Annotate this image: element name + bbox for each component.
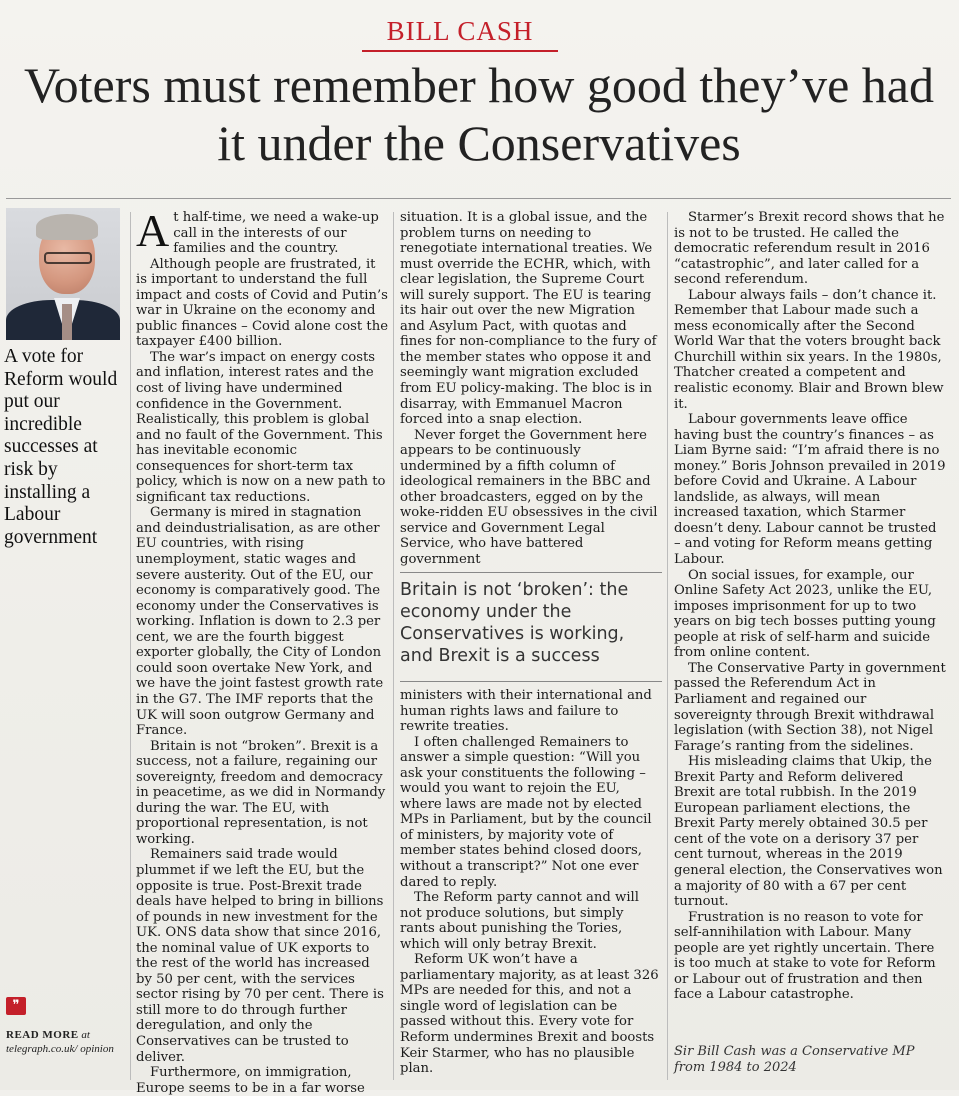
article-column-2-bottom <box>400 688 662 1077</box>
paragraph: Furthermore, on immigration, Europe seems to be in a far worse <box>136 1065 365 1096</box>
author-tag: BILL CASH <box>362 12 558 52</box>
photo-hair <box>36 214 98 240</box>
paragraph: The Conservative Party in government passed the Referendum Act in Parliament and regained our sovereignty through Brexit withdrawal legislation (with Section 38), not Nigel Farage’s ranting from the sidelines. <box>674 660 946 754</box>
read-more-label: READ MORE <box>6 1029 79 1041</box>
read-more-url: at telegraph.co.uk/ opinion <box>6 1029 114 1055</box>
column-divider <box>393 212 394 1080</box>
paragraph: I often challenged Remainers to answer a simple question: “Will you ask your constituents the following – would you want to rejoin the EU, where laws are made not by elected MPs in Parliament, but by the council of ministers, by majority vote of member states behind closed doors, without a transcript?” Not one ever dared to reply. <box>400 734 652 890</box>
headline: Voters must remember how good they’ve had it under the Conservatives <box>24 57 934 171</box>
sidebar-quote: A vote for Reform would put our incredible successes at risk by installing a Labour government <box>4 346 118 548</box>
author-photo <box>6 208 120 340</box>
pull-quote: Britain is not ‘broken’: the economy under the Conservatives is working, and Brexit is a success <box>400 572 662 682</box>
paragraph: Labour always fails – don’t chance it. Remember that Labour made such a mess economically after the Second World War that the voters brought back Churchill within six years. In the 1980s, Thatcher created a competent and realistic economy. Blair and Brown blew it. <box>674 287 944 412</box>
paragraph: The Reform party cannot and will not produce solutions, but simply rants about punishing the Tories, which will only betray Brexit. <box>400 890 639 952</box>
paragraph: situation. It is a global issue, and the problem turns on needing to renegotiate international treaties. We must override the ECHR, which, with clear legislation, the Supreme Court will surely support. The EU is tearing its hair out over the new Migration and Asylum Pact, with quotas and fines for non-compliance to the fury of the member states who oppose it and seemingly want migration excluded from EU policy-making. The bloc is in disarray, with Emmanuel Macron forced into a snap election. <box>400 210 657 428</box>
photo-tie <box>62 304 72 340</box>
paragraph: Britain is not “broken”. Brexit is a success, not a failure, regaining our sovereignty, freedom and democracy in peacetime, as we did in Normandy during the war. The EU, with proportional representation, is not working. <box>136 738 386 847</box>
paragraph: Remainers said trade would plummet if we left the EU, but the opposite is true. Post-Brexit trade deals have helped to bring in billions of pounds in new investment for the UK. ONS data show that since 2016, the nominal value of UK exports to the rest of the world has increased by 50 per cent, with the services sector rising by 70 per cent. There is still more to do through further deregulation, and only the Conservatives can be trusted to deliver. <box>136 847 384 1065</box>
dropcap: A <box>136 205 170 256</box>
paragraph: The war’s impact on energy costs and inflation, interest rates and the cost of living have undermined confidence in the Government. Realistically, this problem is global and no fault of the Government. This has inevitable economic consequences for short-term tax policy, which is now on a new path to significant tax reductions. <box>136 349 386 505</box>
paragraph: His misleading claims that Ukip, the Brexit Party and Reform delivered Brexit are total rubbish. In the 2019 European parliament elections, the Brexit Party merely obtained 30.5 per cent of the vote on a derisory 37 per cent turnout, whereas in the 2019 general election, the Conservatives won a majority of 80 with a 67 per cent turnout. <box>674 754 943 910</box>
paragraph: Starmer’s Brexit record shows that he is not to be trusted. He called the democratic referendum result in 2016 “catastrophic”, and later called for a second referendum. <box>674 210 945 288</box>
paragraph: Although people are frustrated, it is important to understand the full impact and costs of Covid and Putin’s war in Ukraine on the economy and public finances – Covid alone cost the taxpayer £400 billion. <box>136 256 388 350</box>
divider <box>6 198 951 199</box>
paragraph: Reform UK won’t have a parliamentary majority, as at least 326 MPs are needed for this, and not a single word of legislation can be passed without this. Every vote for Reform undermines Brexit and boosts Keir Starmer, who has no plausible plan. <box>400 952 659 1077</box>
paragraph: Frustration is no reason to vote for self-annihilation with Labour. Many people are yet rightly uncertain. There is too much at stake to vote for Reform or Labour out of frustration and then face a Labour catastrophe. <box>674 909 936 1003</box>
paragraph: On social issues, for example, our Online Safety Act 2023, unlike the EU, imposes imprisonment for up to two years on big tech bosses putting young people at risk of self-harm and suicide from online content. <box>674 567 936 661</box>
read-more <box>6 1028 116 1056</box>
paragraph: Never forget the Government here appears to be continuously undermined by a fifth column of ideological remainers in the BBC and other broadcasters, egged on by the woke-ridden EU obsessives in the civil service and Government Legal Service, who have battered government <box>400 427 658 568</box>
author-byline: Sir Bill Cash was a Conservative MP from 1984 to 2024 <box>674 1044 915 1075</box>
paragraph: Labour governments leave office having bust the country’s finances – as Liam Byrne said: “I’m afraid there is no money.” Boris Johnson prevailed in 2019 before Covid and Ukraine. A Labour landslide, as always, will mean increased taxation, which Starmer doesn’t deny. Labour cannot be trusted – and voting for Reform means getting Labour. <box>674 412 946 568</box>
quote-icon: ❞ <box>6 997 26 1015</box>
column-divider <box>667 212 668 1080</box>
article-column-2-top <box>400 210 662 568</box>
photo-glasses <box>44 252 92 264</box>
column-divider <box>130 212 131 1080</box>
article-column-3 <box>674 210 946 1003</box>
paragraph <box>136 205 388 257</box>
paragraph: ministers with their international and human rights laws and failure to rewrite treaties. <box>400 688 652 735</box>
article-column-1 <box>136 205 388 1096</box>
paragraph: Germany is mired in stagnation and deindustrialisation, as are other EU countries, with rising unemployment, static wages and severe austerity. Out of the EU, our economy is comparatively good. The economy under the Conservatives is working. Inflation is down to 2.3 per cent, we are the fourth biggest exporter globally, the City of London could soon overtake New York, and we have the joint fastest growth rate in the G7. The IMF reports that the UK will soon outgrow Germany and France. <box>136 505 384 739</box>
paragraph-text: t half-time, we need a wake-up call in the interests of our families and the country. <box>173 210 379 257</box>
